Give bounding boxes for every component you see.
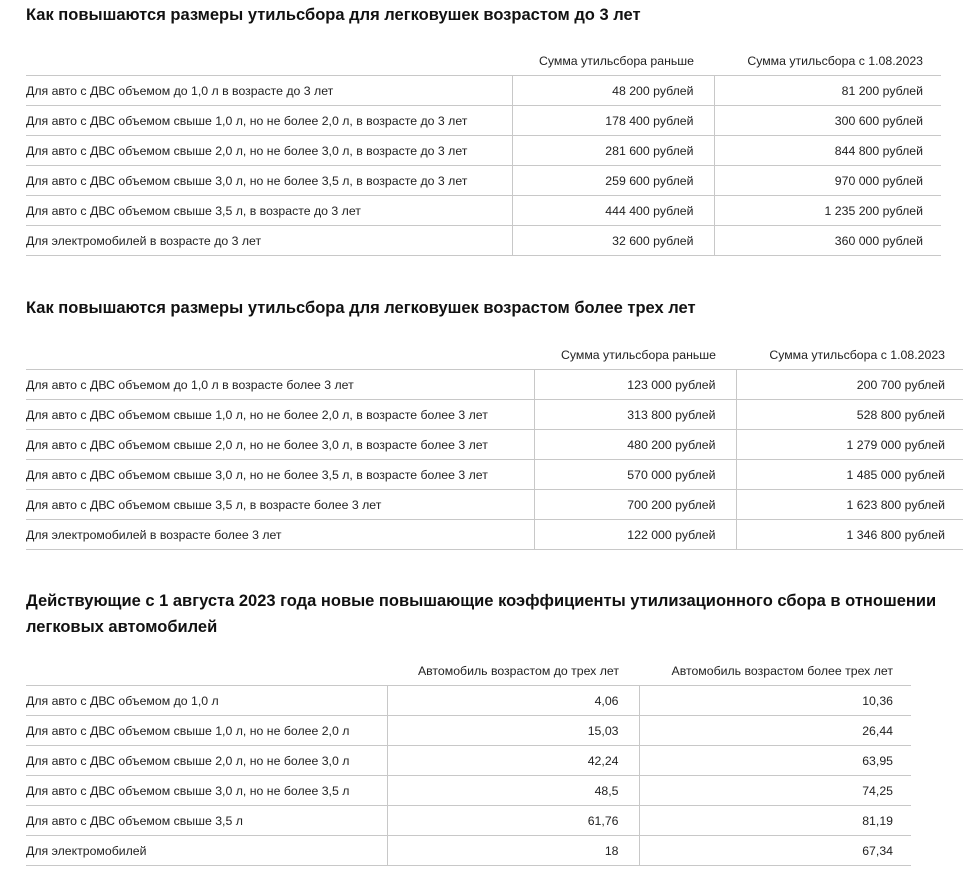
row-label: Для авто с ДВС объемом свыше 2,0 л, но не более 3,0 л, в возрасте более 3 лет bbox=[26, 430, 534, 460]
cell-old-fee: 122 000 рублей bbox=[534, 520, 736, 550]
cell-new-fee: 1 235 200 рублей bbox=[714, 196, 941, 226]
cell-new-fee: 1 346 800 рублей bbox=[736, 520, 963, 550]
table-row bbox=[26, 76, 941, 106]
column-header: Сумма утильсбора с 1.08.2023 bbox=[714, 46, 941, 76]
table-row bbox=[26, 370, 963, 400]
row-label: Для электромобилей в возрасте до 3 лет bbox=[26, 226, 512, 256]
row-label: Для авто с ДВС объемом свыше 3,0 л, но не более 3,5 л bbox=[26, 776, 387, 806]
table-row bbox=[26, 460, 963, 490]
cell-old-fee: 123 000 рублей bbox=[534, 370, 736, 400]
table-header-row bbox=[26, 46, 941, 76]
cell-old-fee: 32 600 рублей bbox=[512, 226, 714, 256]
column-header bbox=[26, 656, 387, 686]
cell-new-fee: 360 000 рублей bbox=[714, 226, 941, 256]
row-label: Для авто с ДВС объемом свыше 3,0 л, но не более 3,5 л, в возрасте до 3 лет bbox=[26, 166, 512, 196]
column-header: Сумма утильсбора с 1.08.2023 bbox=[736, 340, 963, 370]
cell-new-fee: 81 200 рублей bbox=[714, 76, 941, 106]
fee-table-under-3 bbox=[26, 46, 941, 256]
table-header-row bbox=[26, 656, 911, 686]
row-label: Для авто с ДВС объемом свыше 2,0 л, но не более 3,0 л bbox=[26, 746, 387, 776]
column-header: Автомобиль возрастом до трех лет bbox=[387, 656, 639, 686]
cell-old-fee: 444 400 рублей bbox=[512, 196, 714, 226]
section-under-3-years bbox=[26, 2, 941, 256]
coefficients-table bbox=[26, 656, 911, 866]
table-row bbox=[26, 136, 941, 166]
row-label: Для авто с ДВС объемом свыше 3,0 л, но не более 3,5 л, в возрасте более 3 лет bbox=[26, 460, 534, 490]
table-row bbox=[26, 716, 911, 746]
cell-coef-over-3: 74,25 bbox=[639, 776, 911, 806]
cell-new-fee: 970 000 рублей bbox=[714, 166, 941, 196]
cell-old-fee: 480 200 рублей bbox=[534, 430, 736, 460]
cell-coef-under-3: 4,06 bbox=[387, 686, 639, 716]
cell-old-fee: 48 200 рублей bbox=[512, 76, 714, 106]
cell-coef-under-3: 61,76 bbox=[387, 806, 639, 836]
row-label: Для авто с ДВС объемом до 1,0 л bbox=[26, 686, 387, 716]
table-row bbox=[26, 520, 963, 550]
row-label: Для авто с ДВС объемом свыше 3,5 л bbox=[26, 806, 387, 836]
cell-new-fee: 1 279 000 рублей bbox=[736, 430, 963, 460]
cell-new-fee: 1 623 800 рублей bbox=[736, 490, 963, 520]
row-label: Для электромобилей в возрасте более 3 лет bbox=[26, 520, 534, 550]
table-row bbox=[26, 400, 963, 430]
row-label: Для электромобилей bbox=[26, 836, 387, 866]
section-heading: Действующие с 1 августа 2023 года новые повышающие коэффициенты утилизационного сбора в отношении легковых автомобилей bbox=[26, 592, 937, 636]
table-row bbox=[26, 836, 911, 866]
cell-coef-under-3: 42,24 bbox=[387, 746, 639, 776]
row-label: Для авто с ДВС объемом свыше 1,0 л, но не более 2,0 л, в возрасте более 3 лет bbox=[26, 400, 534, 430]
table-row bbox=[26, 226, 941, 256]
table-row bbox=[26, 166, 941, 196]
section-coefficients bbox=[26, 588, 971, 866]
row-label: Для авто с ДВС объемом свыше 3,5 л, в возрасте более 3 лет bbox=[26, 490, 534, 520]
column-header bbox=[26, 46, 512, 76]
cell-coef-under-3: 48,5 bbox=[387, 776, 639, 806]
cell-old-fee: 700 200 рублей bbox=[534, 490, 736, 520]
table-row bbox=[26, 430, 963, 460]
cell-old-fee: 259 600 рублей bbox=[512, 166, 714, 196]
row-label: Для авто с ДВС объемом свыше 1,0 л, но не более 2,0 л bbox=[26, 716, 387, 746]
section-heading: Как повышаются размеры утильсбора для легковушек возрастом более трех лет bbox=[26, 299, 696, 317]
section-over-3-years bbox=[26, 295, 963, 550]
table-header-row bbox=[26, 340, 963, 370]
cell-old-fee: 178 400 рублей bbox=[512, 106, 714, 136]
column-header: Сумма утильсбора раньше bbox=[534, 340, 736, 370]
table-row bbox=[26, 746, 911, 776]
cell-coef-under-3: 18 bbox=[387, 836, 639, 866]
table-row bbox=[26, 106, 941, 136]
cell-coef-under-3: 15,03 bbox=[387, 716, 639, 746]
cell-new-fee: 528 800 рублей bbox=[736, 400, 963, 430]
column-header bbox=[26, 340, 534, 370]
cell-coef-over-3: 63,95 bbox=[639, 746, 911, 776]
cell-coef-over-3: 26,44 bbox=[639, 716, 911, 746]
cell-new-fee: 200 700 рублей bbox=[736, 370, 963, 400]
fee-table-over-3 bbox=[26, 340, 963, 550]
cell-coef-over-3: 10,36 bbox=[639, 686, 911, 716]
row-label: Для авто с ДВС объемом свыше 3,5 л, в возрасте до 3 лет bbox=[26, 196, 512, 226]
cell-old-fee: 281 600 рублей bbox=[512, 136, 714, 166]
table-row bbox=[26, 196, 941, 226]
cell-new-fee: 1 485 000 рублей bbox=[736, 460, 963, 490]
cell-coef-over-3: 67,34 bbox=[639, 836, 911, 866]
cell-new-fee: 300 600 рублей bbox=[714, 106, 941, 136]
row-label: Для авто с ДВС объемом свыше 2,0 л, но не более 3,0 л, в возрасте до 3 лет bbox=[26, 136, 512, 166]
row-label: Для авто с ДВС объемом до 1,0 л в возрасте до 3 лет bbox=[26, 76, 512, 106]
table-row bbox=[26, 490, 963, 520]
table-row bbox=[26, 686, 911, 716]
table-row bbox=[26, 776, 911, 806]
cell-coef-over-3: 81,19 bbox=[639, 806, 911, 836]
cell-old-fee: 570 000 рублей bbox=[534, 460, 736, 490]
section-heading: Как повышаются размеры утильсбора для легковушек возрастом до 3 лет bbox=[26, 6, 641, 24]
column-header: Автомобиль возрастом более трех лет bbox=[639, 656, 911, 686]
row-label: Для авто с ДВС объемом свыше 1,0 л, но не более 2,0 л, в возрасте до 3 лет bbox=[26, 106, 512, 136]
cell-new-fee: 844 800 рублей bbox=[714, 136, 941, 166]
cell-old-fee: 313 800 рублей bbox=[534, 400, 736, 430]
column-header: Сумма утильсбора раньше bbox=[512, 46, 714, 76]
table-row bbox=[26, 806, 911, 836]
row-label: Для авто с ДВС объемом до 1,0 л в возрасте более 3 лет bbox=[26, 370, 534, 400]
